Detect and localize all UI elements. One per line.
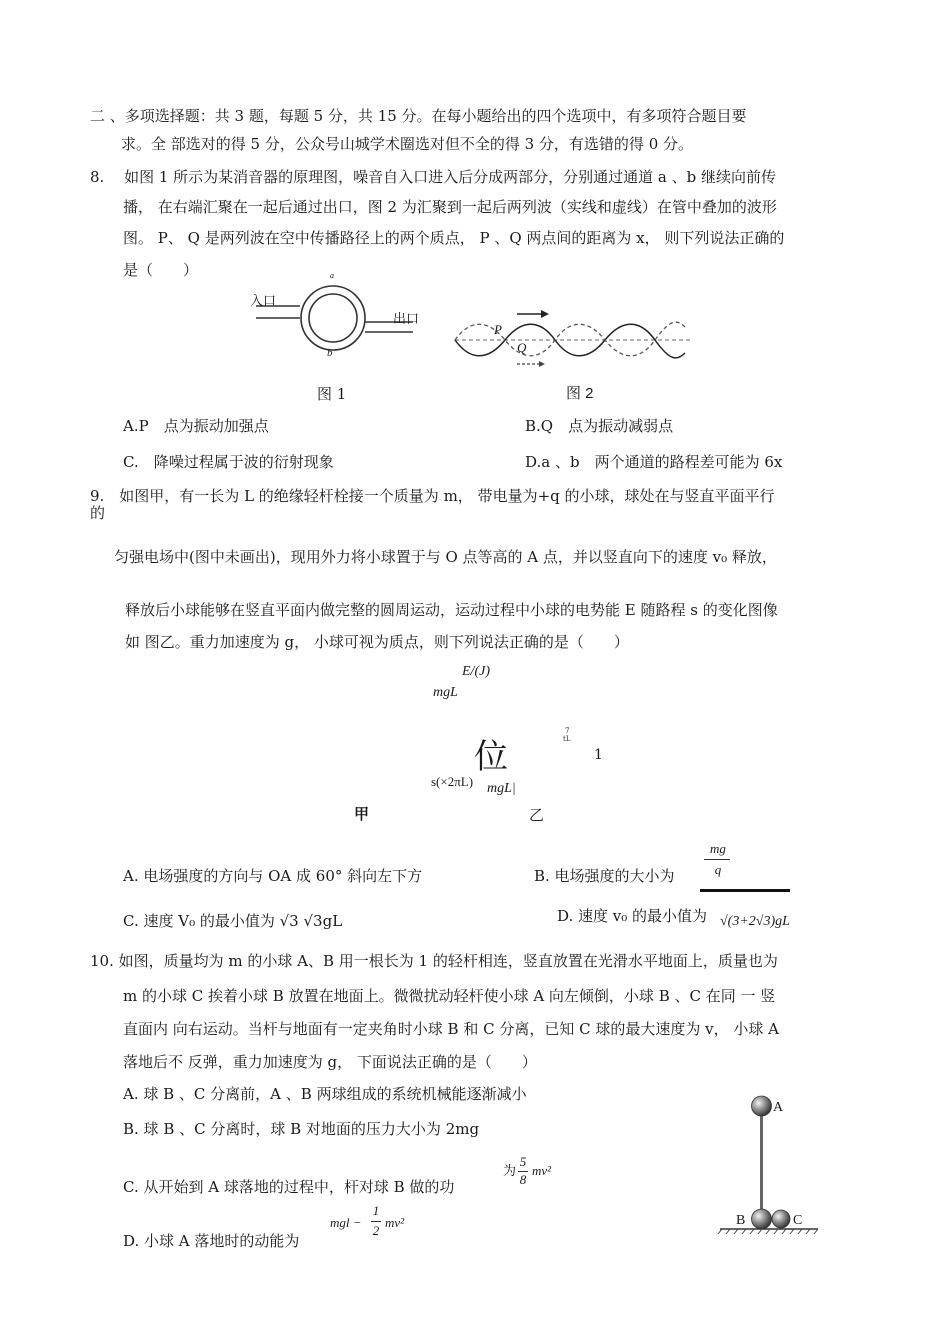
q9-option-d-expression: √(3+2√3)gL — [720, 914, 790, 929]
q10-option-c-denominator: 8 — [519, 1172, 527, 1187]
q9-option-b-fraction-bar — [704, 859, 730, 860]
q8-stem-line3: 图。 P、 Q 是两列波在空中传播路径上的两个质点， P 、Q 两点间的距离为 x， 则下列说法正确的 — [123, 229, 785, 247]
q10-option-c-tail: mv² — [532, 1163, 552, 1178]
q9-fig-glyph: 位 — [474, 737, 508, 777]
q10-fig-label-b: B — [736, 1213, 746, 1228]
q10-option-d-lead: mgl − — [330, 1215, 362, 1230]
q8-fig1-b-label: b — [327, 347, 333, 359]
q9-fig-yi-caption: 乙 — [529, 806, 545, 824]
q8-fig2-q-label: Q — [517, 340, 527, 355]
q10-stem-line3: 直面内 向右运动。当杆与地面有一定夹角时小球 B 和 C 分离，已知 C 球的最大速度为 v， 小球 A — [123, 1020, 779, 1038]
q9-stem-line1: 9. 如图甲，有一长为 L 的绝缘轻杆栓接一个质量为 m， 带电量为+q 的小球，球处在与竖直平面平行 — [90, 487, 775, 505]
q9-fig-mgl-bottom: mgL| — [487, 781, 516, 796]
q9-option-d-text: D. 速度 v₀ 的最小值为 — [557, 907, 708, 925]
q8-fig1-outlet-label: 出口 — [393, 312, 420, 327]
q9-stem-line1-wrap: 的 — [90, 504, 106, 522]
q10-fig-label-c: C — [793, 1213, 803, 1228]
q9-stem-line2: 匀强电场中(图中未画出)，现用外力将小球置于与 O 点等高的 A 点，并以竖直向下的速度 v₀ 释放， — [114, 548, 777, 566]
q10-option-b: B. 球 B 、C 分离时，球 B 对地面的压力大小为 2mg — [123, 1120, 480, 1138]
q8-fig2-p-label: P — [494, 322, 502, 337]
q8-fig1-a-label: a — [330, 271, 334, 280]
q9-option-b-numerator: mg — [710, 841, 726, 856]
q8-option-a: A.P 点为振动加强点 — [123, 417, 269, 435]
q9-option-b-denominator: q — [714, 862, 722, 877]
q9-stem-line4: 如 图乙。重力加速度为 g， 小球可视为质点，则下列说法正确的是（ ） — [125, 633, 629, 651]
q10-option-d-fraction-bar — [371, 1221, 381, 1222]
q9-option-b-text: B. 电场强度的大小为 — [534, 867, 675, 885]
q8-fig1-caption: 图 1 — [317, 385, 347, 403]
q10-stem-line1: 10. 如图，质量均为 m 的小球 A、B 用一根长为 1 的轻杆相连，竖直放置在光滑水平地面上，质量也为 — [90, 952, 778, 970]
q9-option-b-underline — [700, 889, 790, 892]
q10-option-d-tail: mv² — [385, 1215, 405, 1230]
q9-stem-line3: 释放后小球能够在竖直平面内做完整的圆周运动，运动过程中小球的电势能 E 随路程 s 的变化图像 — [125, 601, 778, 619]
q9-fig-mgl-top: mgL — [433, 685, 458, 700]
q10-figure-rod-balls — [718, 1092, 823, 1234]
q8-stem-line1: 8. 如图 1 所示为某消音器的原理图，噪音自入口进入后分成两部分，分别通过通道 a 、b 继续向前传 — [90, 168, 777, 186]
q10-option-d-numerator: 1 — [372, 1203, 380, 1218]
q10-option-c-wei: 为 — [503, 1164, 517, 1179]
q9-fig-jia-caption: 甲 — [354, 806, 370, 823]
section-heading-line2: 求。全 部选对的得 5 分，公众号山城学术圈选对但不全的得 3 分，有选错的得 0 分。 — [121, 135, 694, 153]
q10-stem-line2: m 的小球 C 挨着小球 B 放置在地面上。微微扰动轻杆使小球 A 向左倾倒，小球 B 、C 在同 一 竖 — [123, 987, 776, 1005]
q10-option-c-text: C. 从开始到 A 球落地的过程中，杆对球 B 做的功 — [123, 1178, 455, 1196]
q9-option-a: A. 电场强度的方向与 OA 成 60° 斜向左下方 — [123, 867, 423, 885]
section-heading-line1: 二 、多项选择题：共 3 题，每题 5 分，共 15 分。在每小题给出的四个选项中，有多项符合题目要 — [90, 107, 747, 125]
q9-option-c: C. 速度 V₀ 的最小值为 √3 √3gL — [123, 912, 343, 930]
q10-stem-line4: 落地后不 反弹，重力加速度为 g， 下面说法正确的是（ ） — [123, 1053, 537, 1071]
q8-fig1-inlet-label: 入口 — [250, 294, 277, 309]
q8-option-b: B.Q 点为振动减弱点 — [525, 417, 674, 435]
q8-stem-line2: 播， 在右端汇聚在一起后通过出口，图 2 为汇聚到一起后两列波（实线和虚线）在管中叠加的波形 — [123, 198, 777, 216]
q9-fig-xlabel: s(×2πL) — [431, 774, 474, 789]
q9-fig-mark-top: 7 — [565, 727, 570, 735]
q8-option-c: C. 降噪过程属于波的衍射现象 — [123, 453, 334, 471]
q9-fig-mark-bottom: tL — [563, 735, 571, 743]
q9-fig-ylabel: E/(J) — [462, 664, 490, 679]
q8-option-d: D.a 、b 两个通道的路程差可能为 6x — [525, 453, 783, 471]
q10-option-d-denominator: 2 — [372, 1223, 380, 1238]
q8-stem-line4: 是（ ） — [123, 261, 199, 279]
q10-option-d-text: D. 小球 A 落地时的动能为 — [123, 1232, 300, 1250]
q10-option-c-numerator: 5 — [519, 1154, 527, 1169]
q8-fig2-caption: 图 2 — [566, 385, 594, 402]
q9-fig-one: 1 — [594, 747, 603, 763]
q8-figure2-waves — [455, 308, 695, 368]
q10-fig-label-a: A — [773, 1100, 784, 1115]
q10-option-a: A. 球 B 、C 分离前，A 、B 两球组成的系统机械能逐渐减小 — [123, 1085, 527, 1103]
